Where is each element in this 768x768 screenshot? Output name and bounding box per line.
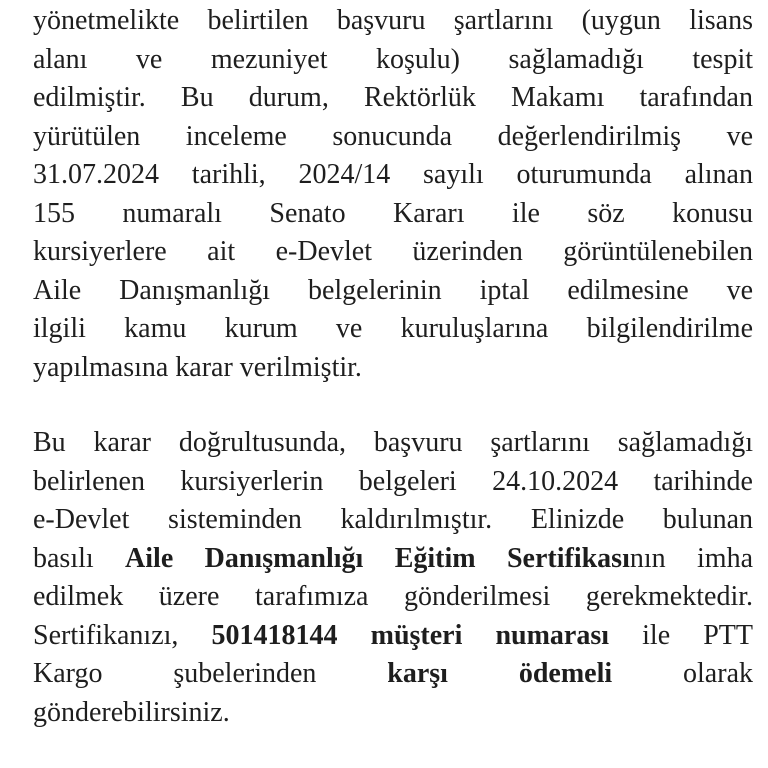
text-line [33, 118, 753, 157]
text-segment: yapılmasına karar verilmiştir. [33, 351, 362, 383]
text-line [33, 501, 753, 540]
text-segment: belirlenen kursiyerlerin belgeleri 24.10.2024 tarihinde [33, 465, 753, 497]
text-line [33, 156, 753, 195]
text-segment: gönderebilirsiniz. [33, 696, 230, 728]
text-line [33, 349, 753, 388]
text-segment-bold: Aile Danışmanlığı Eğitim Sertifikası [125, 542, 630, 574]
text-line [33, 463, 753, 502]
text-line [33, 310, 753, 349]
text-segment: 31.07.2024 tarihli, 2024/14 sayılı oturumunda alınan [33, 159, 753, 190]
text-line [33, 79, 753, 118]
text-segment-bold: karşı ödemeli [387, 658, 613, 689]
text-line [33, 694, 753, 733]
text-segment: edilmiştir. Bu durum, Rektörlük Makamı tarafından [33, 82, 753, 113]
text-segment: yürütülen inceleme sonucunda değerlendirilmiş ve [33, 120, 753, 152]
text-segment: nın imha [629, 542, 753, 574]
text-segment: Kargo şubelerinden [33, 658, 388, 689]
text-segment: Aile Danışmanlığı belgelerinin iptal edilmesine ve [33, 274, 753, 306]
paragraph [33, 424, 753, 732]
text-segment: Bu karar doğrultusunda, başvuru şartlarını sağlamadığı [33, 427, 753, 458]
text-segment: kursiyerlere ait e-Devlet üzerinden görüntülenebilen [33, 236, 753, 267]
text-line [33, 2, 753, 41]
text-segment: alanı ve mezuniyet koşulu) sağlamadığı tespit [33, 43, 753, 75]
text-line [33, 655, 753, 694]
text-line [33, 540, 753, 579]
text-line [33, 617, 753, 656]
text-segment-bold: 501418144 müşteri numarası [211, 619, 610, 651]
text-line [33, 195, 753, 234]
text-line [33, 233, 753, 272]
text-line [33, 578, 753, 617]
text-segment: edilmek üzere tarafımıza gönderilmesi gerekmektedir. [33, 581, 753, 612]
text-segment: e-Devlet sisteminden kaldırılmıştır. Elinizde bulunan [33, 504, 753, 535]
text-segment: 155 numaralı Senato Kararı ile söz konusu [33, 197, 753, 229]
text-segment: ilgili kamu kurum ve kuruluşlarına bilgilendirilme [33, 313, 753, 344]
text-line [33, 41, 753, 80]
text-line [33, 424, 753, 463]
text-segment: yönetmelikte belirtilen başvuru şartlarını (uygun lisans [33, 5, 753, 36]
text-segment: Sertifikanızı, [33, 619, 212, 651]
paragraph [33, 2, 753, 387]
text-segment: basılı [33, 542, 126, 574]
text-segment: olarak [612, 658, 753, 689]
text-line [33, 272, 753, 311]
text-segment: ile PTT [609, 619, 754, 651]
